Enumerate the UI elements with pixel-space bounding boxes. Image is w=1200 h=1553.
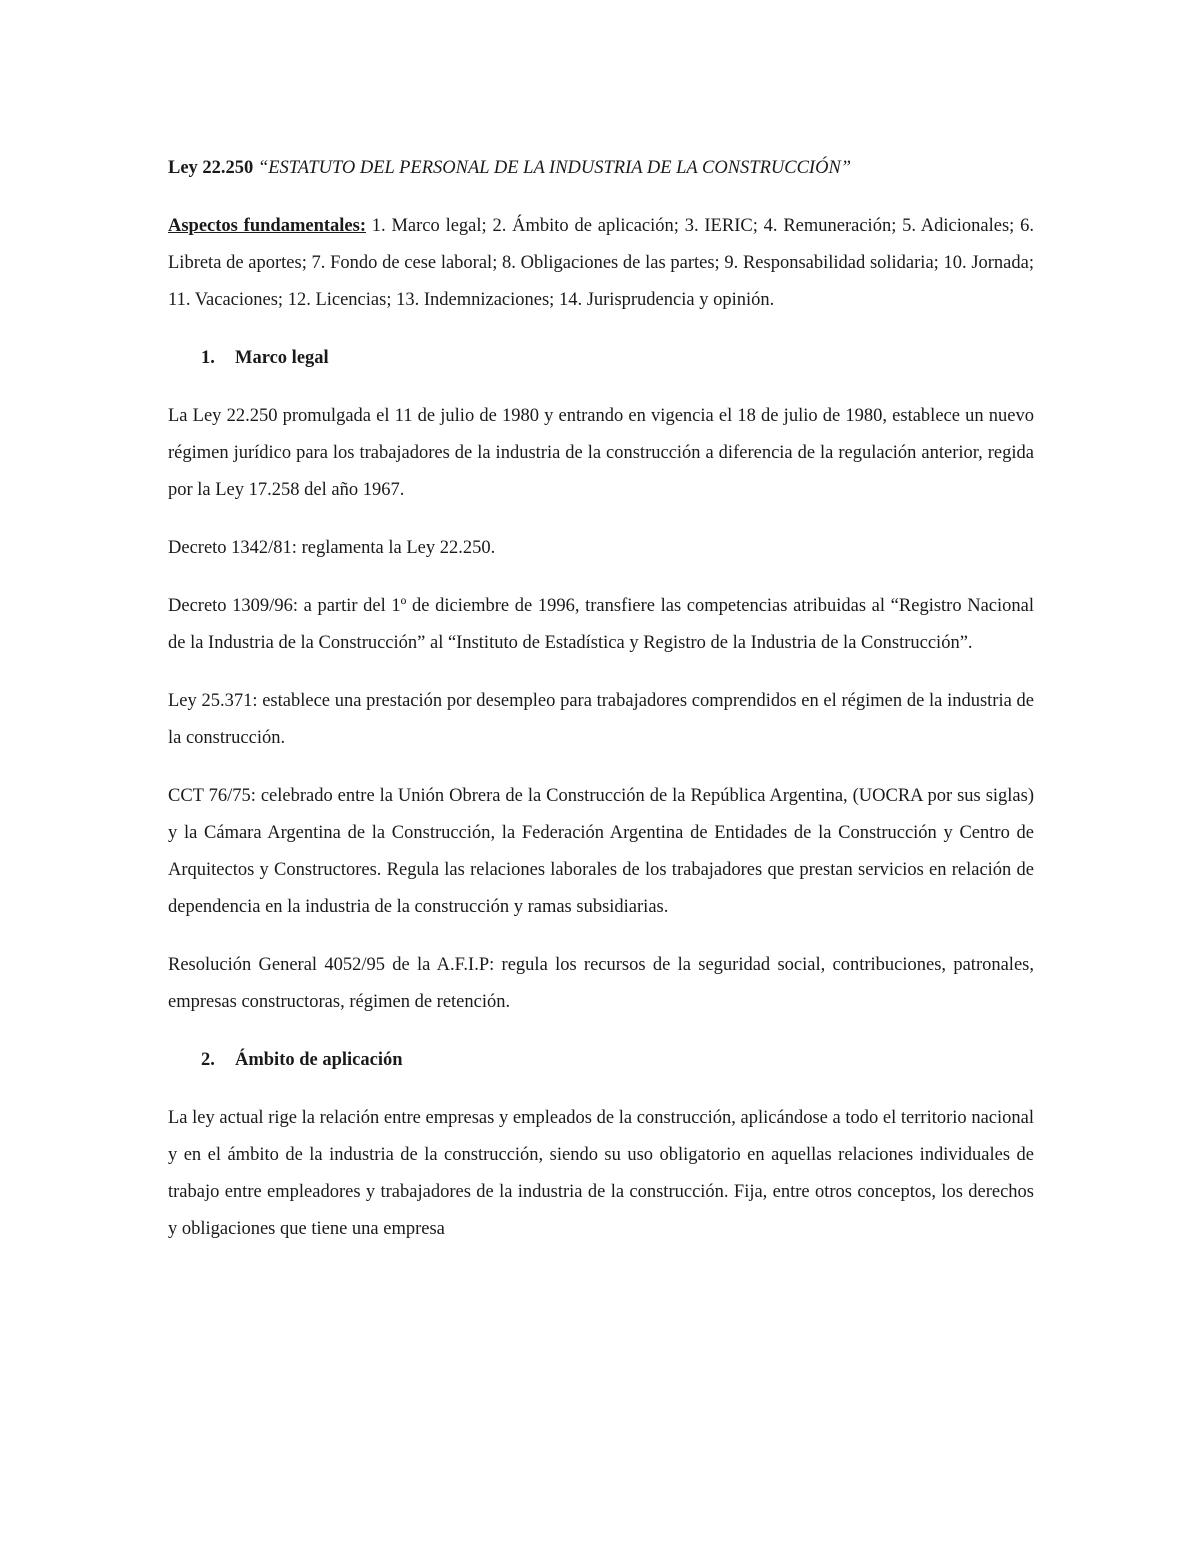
- law-name: “ESTATUTO DEL PERSONAL DE LA INDUSTRIA DE LA CONSTRUCCIÓN”: [257, 158, 852, 178]
- document-page: [168, 150, 1034, 1248]
- aspects-paragraph: [168, 208, 1034, 319]
- paragraph: Ley 25.371: establece una prestación por desempleo para trabajadores comprendidos en el régimen de la industria de la construcción.: [168, 691, 1034, 748]
- section-number: 1.: [201, 348, 215, 368]
- aspects-label: Aspectos fundamentales:: [168, 216, 366, 236]
- document-title: [168, 150, 1034, 187]
- law-number: Ley 22.250: [168, 158, 254, 178]
- section-title: Marco legal: [235, 348, 329, 368]
- section-number: 2.: [201, 1050, 215, 1070]
- paragraph: Resolución General 4052/95 de la A.F.I.P: regula los recursos de la seguridad social, contribuciones, patronales, empresas constructoras, régimen de retención.: [168, 955, 1034, 1012]
- section-heading-marco-legal: [168, 340, 1034, 377]
- paragraph: La ley actual rige la relación entre empresas y empleados de la construcción, aplicándose a todo el territorio nacional y en el ámbito de la industria de la construcción, siendo su uso obligatorio en aquellas relaciones individuales de trabajo entre empleadores y trabajadores de la industria de la construcción. Fija, entre otros conceptos, los derechos y obligaciones que tiene una empresa: [168, 1108, 1034, 1239]
- section-heading-ambito: [168, 1042, 1034, 1079]
- aspects-text: 1. Marco legal; 2. Ámbito de aplicación; 3. IERIC; 4. Remuneración; 5. Adicionales; 6. Libreta de aportes; 7. Fondo de cese laboral; 8. Obligaciones de las partes; 9. Responsabilidad solidaria; 10. Jornada; 11. Vacaciones; 12. Licencias; 13. Indemnizaciones; 14. Jurisprudencia y opinión.: [168, 216, 1034, 310]
- paragraph: Decreto 1309/96: a partir del 1º de diciembre de 1996, transfiere las competencias atribuidas al “Registro Nacional de la Industria de la Construcción” al “Instituto de Estadística y Registro de la Industria de la Construcción”.: [168, 596, 1034, 653]
- paragraph: CCT 76/75: celebrado entre la Unión Obrera de la Construcción de la República Argentina, (UOCRA por sus siglas) y la Cámara Argentina de la Construcción, la Federación Argentina de Entidades de la Construcción y Centro de Arquitectos y Constructores. Regula las relaciones laborales de los trabajadores que prestan servicios en relación de dependencia en la industria de la construcción y ramas subsidiarias.: [168, 786, 1034, 917]
- paragraph: La Ley 22.250 promulgada el 11 de julio de 1980 y entrando en vigencia el 18 de julio de 1980, establece un nuevo régimen jurídico para los trabajadores de la industria de la construcción a diferencia de la regulación anterior, regida por la Ley 17.258 del año 1967.: [168, 406, 1034, 500]
- section-title: Ámbito de aplicación: [235, 1050, 403, 1070]
- paragraph: Decreto 1342/81: reglamenta la Ley 22.250.: [168, 538, 496, 558]
